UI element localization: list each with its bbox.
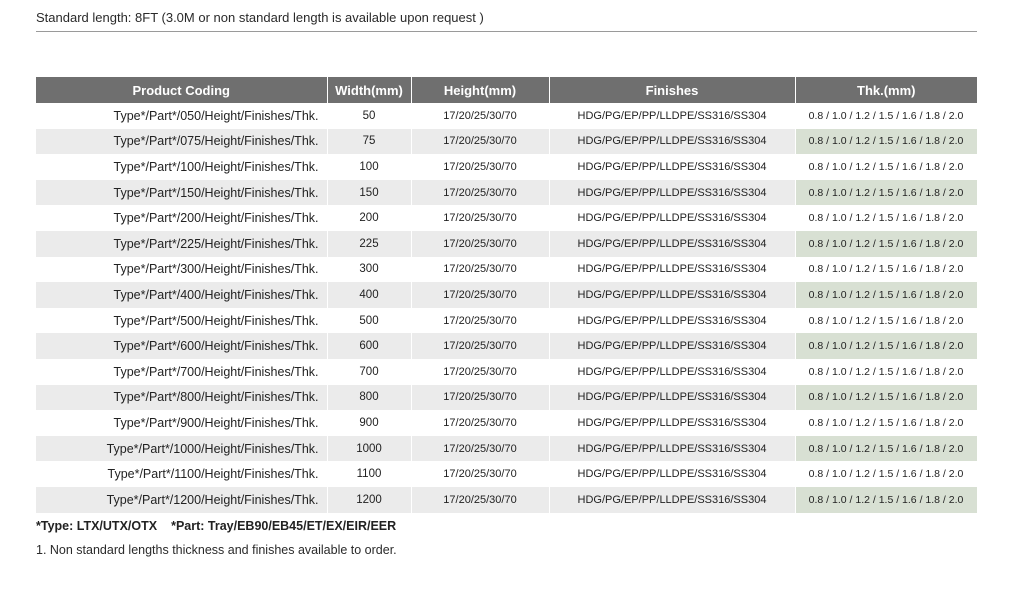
cell-product-coding: Type*/Part*/100/Height/Finishes/Thk.	[36, 154, 327, 180]
cell-height: 17/20/25/30/70	[411, 308, 549, 334]
cell-product-coding: Type*/Part*/500/Height/Finishes/Thk.	[36, 308, 327, 334]
cell-product-coding: Type*/Part*/400/Height/Finishes/Thk.	[36, 282, 327, 308]
cell-width: 100	[327, 154, 411, 180]
cell-product-coding: Type*/Part*/050/Height/Finishes/Thk.	[36, 103, 327, 129]
cell-finishes: HDG/PG/EP/PP/LLDPE/SS316/SS304	[549, 436, 795, 462]
cell-thickness: 0.8 / 1.0 / 1.2 / 1.5 / 1.6 / 1.8 / 2.0	[795, 129, 977, 155]
cell-width: 900	[327, 410, 411, 436]
cell-product-coding: Type*/Part*/225/Height/Finishes/Thk.	[36, 231, 327, 257]
top-divider	[36, 31, 977, 32]
cell-height: 17/20/25/30/70	[411, 180, 549, 206]
footnote: 1. Non standard lengths thickness and finishes available to order.	[36, 543, 397, 557]
cell-product-coding: Type*/Part*/800/Height/Finishes/Thk.	[36, 385, 327, 411]
cell-height: 17/20/25/30/70	[411, 333, 549, 359]
cell-product-coding: Type*/Part*/900/Height/Finishes/Thk.	[36, 410, 327, 436]
cell-height: 17/20/25/30/70	[411, 103, 549, 129]
cell-product-coding: Type*/Part*/1200/Height/Finishes/Thk.	[36, 487, 327, 513]
cell-height: 17/20/25/30/70	[411, 257, 549, 283]
type-legend: *Type: LTX/UTX/OTX	[36, 519, 158, 533]
cell-product-coding: Type*/Part*/075/Height/Finishes/Thk.	[36, 129, 327, 155]
table-row	[36, 308, 977, 334]
product-spec-table	[36, 77, 978, 513]
table-row	[36, 129, 977, 155]
cell-thickness: 0.8 / 1.0 / 1.2 / 1.5 / 1.6 / 1.8 / 2.0	[795, 282, 977, 308]
cell-finishes: HDG/PG/EP/PP/LLDPE/SS316/SS304	[549, 359, 795, 385]
table-row	[36, 385, 977, 411]
cell-finishes: HDG/PG/EP/PP/LLDPE/SS316/SS304	[549, 385, 795, 411]
cell-product-coding: Type*/Part*/1100/Height/Finishes/Thk.	[36, 461, 327, 487]
cell-width: 600	[327, 333, 411, 359]
cell-width: 400	[327, 282, 411, 308]
cell-height: 17/20/25/30/70	[411, 410, 549, 436]
cell-thickness: 0.8 / 1.0 / 1.2 / 1.5 / 1.6 / 1.8 / 2.0	[795, 231, 977, 257]
cell-finishes: HDG/PG/EP/PP/LLDPE/SS316/SS304	[549, 257, 795, 283]
cell-width: 75	[327, 129, 411, 155]
table-row	[36, 180, 977, 206]
cell-width: 150	[327, 180, 411, 206]
cell-width: 500	[327, 308, 411, 334]
table-row	[36, 231, 977, 257]
cell-width: 200	[327, 205, 411, 231]
cell-width: 1100	[327, 461, 411, 487]
table-row	[36, 359, 977, 385]
part-legend: *Part: Tray/EB90/EB45/ET/EX/EIR/EER	[171, 519, 397, 533]
cell-product-coding: Type*/Part*/150/Height/Finishes/Thk.	[36, 180, 327, 206]
cell-finishes: HDG/PG/EP/PP/LLDPE/SS316/SS304	[549, 154, 795, 180]
standard-length-note: Standard length: 8FT (3.0M or non standard length is available upon request )	[36, 10, 484, 25]
cell-thickness: 0.8 / 1.0 / 1.2 / 1.5 / 1.6 / 1.8 / 2.0	[795, 180, 977, 206]
cell-finishes: HDG/PG/EP/PP/LLDPE/SS316/SS304	[549, 205, 795, 231]
cell-height: 17/20/25/30/70	[411, 282, 549, 308]
cell-width: 225	[327, 231, 411, 257]
cell-width: 700	[327, 359, 411, 385]
cell-height: 17/20/25/30/70	[411, 231, 549, 257]
cell-finishes: HDG/PG/EP/PP/LLDPE/SS316/SS304	[549, 410, 795, 436]
cell-thickness: 0.8 / 1.0 / 1.2 / 1.5 / 1.6 / 1.8 / 2.0	[795, 333, 977, 359]
table-row	[36, 436, 977, 462]
cell-width: 300	[327, 257, 411, 283]
cell-height: 17/20/25/30/70	[411, 487, 549, 513]
cell-thickness: 0.8 / 1.0 / 1.2 / 1.5 / 1.6 / 1.8 / 2.0	[795, 257, 977, 283]
cell-finishes: HDG/PG/EP/PP/LLDPE/SS316/SS304	[549, 282, 795, 308]
table-header-row	[36, 77, 977, 103]
cell-height: 17/20/25/30/70	[411, 461, 549, 487]
cell-height: 17/20/25/30/70	[411, 205, 549, 231]
cell-finishes: HDG/PG/EP/PP/LLDPE/SS316/SS304	[549, 487, 795, 513]
table-row	[36, 205, 977, 231]
table-row	[36, 410, 977, 436]
cell-width: 1000	[327, 436, 411, 462]
cell-finishes: HDG/PG/EP/PP/LLDPE/SS316/SS304	[549, 231, 795, 257]
table-row	[36, 257, 977, 283]
table-row	[36, 282, 977, 308]
cell-finishes: HDG/PG/EP/PP/LLDPE/SS316/SS304	[549, 103, 795, 129]
header-width: Width(mm)	[327, 77, 411, 103]
cell-thickness: 0.8 / 1.0 / 1.2 / 1.5 / 1.6 / 1.8 / 2.0	[795, 410, 977, 436]
cell-height: 17/20/25/30/70	[411, 385, 549, 411]
cell-product-coding: Type*/Part*/700/Height/Finishes/Thk.	[36, 359, 327, 385]
cell-finishes: HDG/PG/EP/PP/LLDPE/SS316/SS304	[549, 333, 795, 359]
table-row	[36, 333, 977, 359]
cell-product-coding: Type*/Part*/200/Height/Finishes/Thk.	[36, 205, 327, 231]
cell-height: 17/20/25/30/70	[411, 129, 549, 155]
table-row	[36, 154, 977, 180]
cell-thickness: 0.8 / 1.0 / 1.2 / 1.5 / 1.6 / 1.8 / 2.0	[795, 308, 977, 334]
cell-finishes: HDG/PG/EP/PP/LLDPE/SS316/SS304	[549, 129, 795, 155]
header-height: Height(mm)	[411, 77, 549, 103]
cell-product-coding: Type*/Part*/300/Height/Finishes/Thk.	[36, 257, 327, 283]
header-product-coding: Product Coding	[36, 77, 327, 103]
cell-finishes: HDG/PG/EP/PP/LLDPE/SS316/SS304	[549, 308, 795, 334]
type-part-legend	[36, 519, 396, 533]
cell-height: 17/20/25/30/70	[411, 359, 549, 385]
cell-width: 50	[327, 103, 411, 129]
cell-product-coding: Type*/Part*/1000/Height/Finishes/Thk.	[36, 436, 327, 462]
cell-thickness: 0.8 / 1.0 / 1.2 / 1.5 / 1.6 / 1.8 / 2.0	[795, 359, 977, 385]
cell-thickness: 0.8 / 1.0 / 1.2 / 1.5 / 1.6 / 1.8 / 2.0	[795, 436, 977, 462]
cell-thickness: 0.8 / 1.0 / 1.2 / 1.5 / 1.6 / 1.8 / 2.0	[795, 461, 977, 487]
cell-thickness: 0.8 / 1.0 / 1.2 / 1.5 / 1.6 / 1.8 / 2.0	[795, 205, 977, 231]
cell-finishes: HDG/PG/EP/PP/LLDPE/SS316/SS304	[549, 180, 795, 206]
table-body	[36, 103, 977, 513]
cell-width: 1200	[327, 487, 411, 513]
cell-thickness: 0.8 / 1.0 / 1.2 / 1.5 / 1.6 / 1.8 / 2.0	[795, 103, 977, 129]
cell-width: 800	[327, 385, 411, 411]
cell-product-coding: Type*/Part*/600/Height/Finishes/Thk.	[36, 333, 327, 359]
cell-thickness: 0.8 / 1.0 / 1.2 / 1.5 / 1.6 / 1.8 / 2.0	[795, 154, 977, 180]
cell-thickness: 0.8 / 1.0 / 1.2 / 1.5 / 1.6 / 1.8 / 2.0	[795, 385, 977, 411]
cell-thickness: 0.8 / 1.0 / 1.2 / 1.5 / 1.6 / 1.8 / 2.0	[795, 487, 977, 513]
cell-finishes: HDG/PG/EP/PP/LLDPE/SS316/SS304	[549, 461, 795, 487]
table-row	[36, 461, 977, 487]
cell-height: 17/20/25/30/70	[411, 436, 549, 462]
table-row	[36, 487, 977, 513]
table-row	[36, 103, 977, 129]
cell-height: 17/20/25/30/70	[411, 154, 549, 180]
header-thickness: Thk.(mm)	[795, 77, 977, 103]
header-finishes: Finishes	[549, 77, 795, 103]
